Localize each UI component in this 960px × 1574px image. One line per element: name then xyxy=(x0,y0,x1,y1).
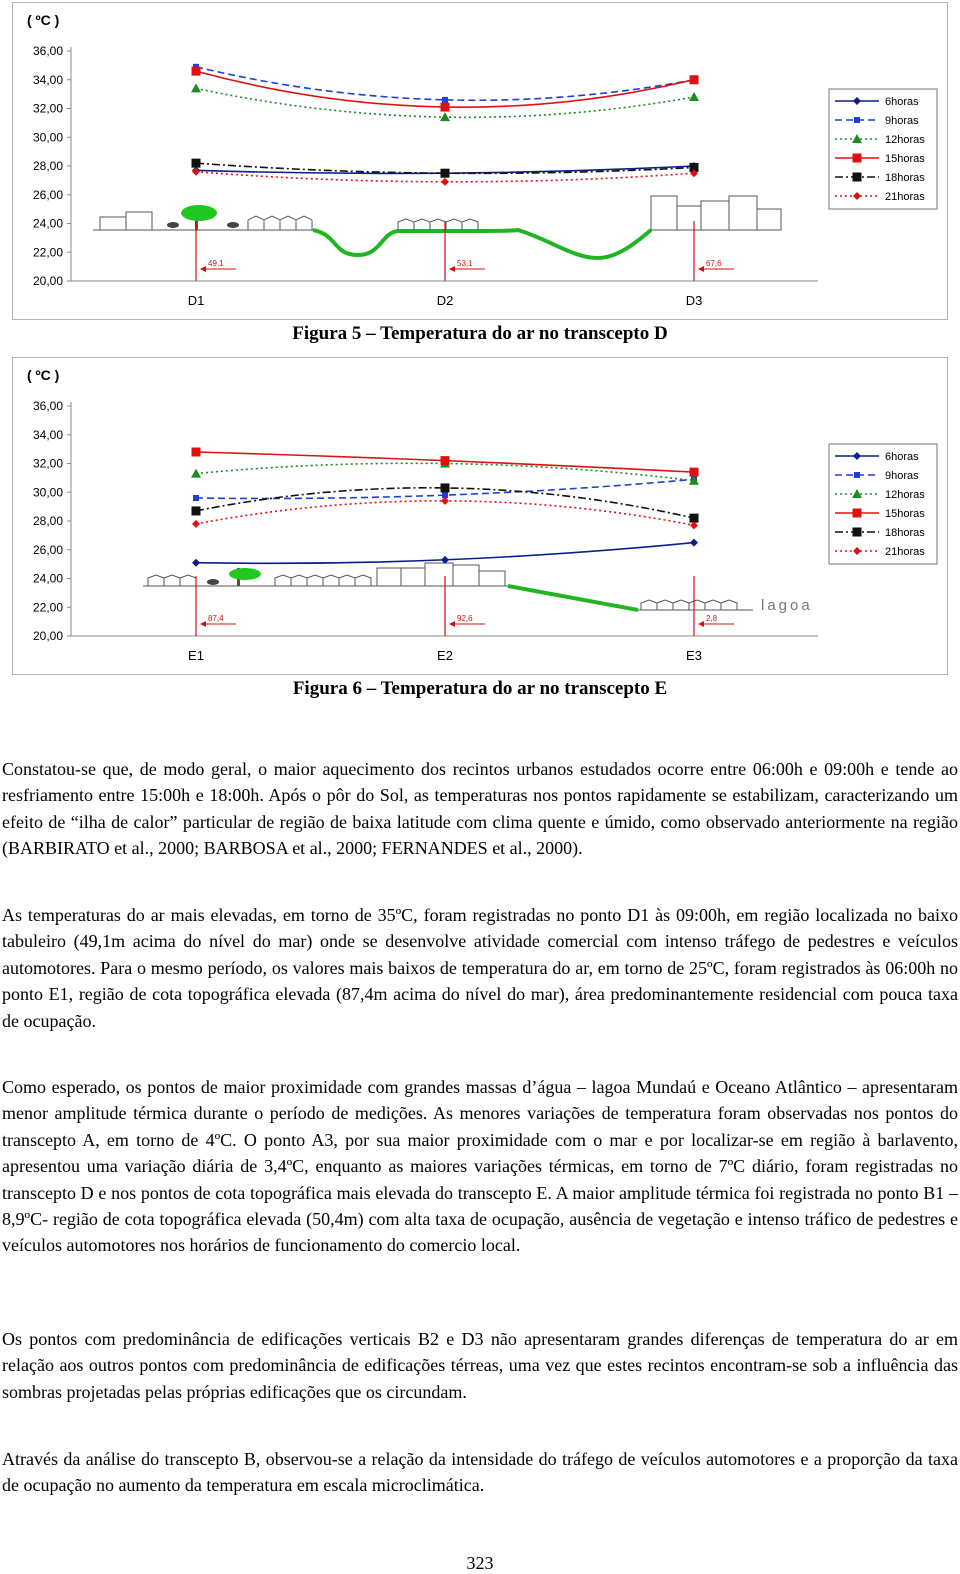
figure-6-svg xyxy=(13,358,947,674)
legend-label: 18horas xyxy=(885,172,925,184)
legend-label: 18horas xyxy=(885,527,925,539)
legend-label: 12horas xyxy=(885,134,925,146)
figure-6-caption: Figura 6 – Temperatura do ar no transcepto E xyxy=(292,678,668,699)
data-point-9horas xyxy=(193,495,199,501)
altitude-label: 53,1 xyxy=(457,259,473,268)
legend-marker xyxy=(853,528,862,537)
y-tick-label: 34,00 xyxy=(32,72,63,87)
y-tick-label: 30,00 xyxy=(32,130,63,145)
x-tick-label: E1 xyxy=(188,648,204,663)
altitude-label: 2,8 xyxy=(706,614,718,623)
y-tick-label: 22,00 xyxy=(32,600,63,615)
y-unit-label: ( ºC ) xyxy=(27,12,60,28)
y-tick-label: 20,00 xyxy=(32,274,63,288)
y-tick-label: 32,00 xyxy=(32,456,63,471)
data-point-12horas xyxy=(191,469,201,478)
figure-5-caption: Figura 5 – Temperatura do ar no transcepto D xyxy=(292,323,668,344)
data-point-15horas xyxy=(690,468,699,477)
data-point-18horas xyxy=(192,159,201,168)
legend-label: 15horas xyxy=(885,153,925,165)
data-point-21horas xyxy=(441,178,449,186)
y-tick-label: 20,00 xyxy=(32,629,63,643)
figure-6-chart xyxy=(12,357,948,675)
altitude-label: 87,4 xyxy=(208,614,224,623)
legend-marker xyxy=(854,472,860,478)
figure-5-chart xyxy=(12,2,948,320)
data-point-18horas xyxy=(441,169,450,178)
data-point-12horas xyxy=(440,112,450,121)
x-tick-label: D1 xyxy=(187,293,205,308)
data-point-15horas xyxy=(192,67,201,76)
paragraph-4: Os pontos com predominância de edificações verticais B2 e D3 não apresentaram grandes diferenças de temperatura do ar em relação aos outros pontos com predominância de edificações térreas, uma vez que estes recintos encontram-se sob a influência das sombras projetadas pelas próprias edificações que os circundam. xyxy=(2,1329,958,1402)
paragraph-3: Como esperado, os pontos de maior proximidade com grandes massas d’água – lagoa Mundaú e Oceano Atlântico – apresentaram menor amplitude térmica durante o período de medições. As menores variações de temperatura foram observadas nos pontos do transcepto A, em torno de 4ºC. O ponto A3, por sua maior proximidade com o mar e por localizar-se em região à barlavento, apresentou uma variação diária de 3,4ºC, enquanto as maiores variações térmicas, em torno de 7ºC diário, foram registradas no transcepto D e nos pontos de cota topográfica mais elevada do transcepto E. A maior amplitude térmica foi registrada no ponto B1 – 8,9ºC- região de cota topográfica elevada (50,4m) com alta taxa de ocupação, ausência de vegetação e intenso tráfico de pedestres e veículos automotores nos horários de funcionamento do comercio local. xyxy=(2,1077,958,1256)
data-point-12horas xyxy=(191,83,201,92)
y-tick-label: 22,00 xyxy=(32,245,63,260)
legend-label: 21horas xyxy=(885,191,925,203)
y-tick-label: 28,00 xyxy=(32,514,63,528)
legend-label: 15horas xyxy=(885,508,925,520)
data-point-15horas xyxy=(441,103,450,112)
legend-label: 6horas xyxy=(885,451,919,463)
figure-5-svg xyxy=(13,3,947,319)
data-point-15horas xyxy=(192,448,201,457)
y-tick-label: 26,00 xyxy=(32,542,63,557)
x-tick-label: D2 xyxy=(436,293,454,308)
data-point-18horas xyxy=(192,506,201,515)
legend-label: 21horas xyxy=(885,546,925,558)
transect-e-terrain-illustration xyxy=(143,563,813,614)
data-point-15horas xyxy=(441,456,450,465)
altitude-label: 92,6 xyxy=(457,614,473,623)
y-tick-label: 28,00 xyxy=(32,159,63,173)
y-tick-label: 26,00 xyxy=(32,187,63,202)
altitude-label: 49,1 xyxy=(208,259,224,268)
y-tick-label: 32,00 xyxy=(32,101,63,116)
data-point-21horas xyxy=(192,520,200,528)
y-tick-label: 34,00 xyxy=(32,427,63,442)
legend-marker xyxy=(853,173,862,182)
legend-marker xyxy=(853,509,862,518)
legend-label: 9horas xyxy=(885,115,919,127)
y-unit-label: ( ºC ) xyxy=(27,367,60,383)
paragraph-1: Constatou-se que, de modo geral, o maior aquecimento dos recintos urbanos estudados ocorre entre 06:00h e 09:00h e tende ao resfriamento entre 15:00h e 18:00h. Após o pôr do Sol, as temperaturas nos pontos rapidamente se estabilizam, caracterizando um efeito de “ilha de calor” particular de região de baixa latitude com clima quente e úmido, como observado anteriormente na região (BARBIRATO et al., 2000; BARBOSA et al., 2000; FERNANDES et al., 2000). xyxy=(2,759,958,859)
data-point-21horas xyxy=(192,168,200,176)
legend-label: 12horas xyxy=(885,489,925,501)
data-point-9horas xyxy=(442,97,448,103)
paragraph-5: Através da análise do transcepto B, observou-se a relação da intensidade do tráfego de veículos automotores e a proporção da taxa de ocupação no aumento da temperatura em escala microclimática. xyxy=(2,1449,958,1496)
y-tick-label: 30,00 xyxy=(32,485,63,500)
data-point-18horas xyxy=(690,514,699,523)
y-tick-label: 24,00 xyxy=(32,571,63,586)
data-point-6horas xyxy=(192,559,200,567)
altitude-label: 67,6 xyxy=(706,259,722,268)
page-number: 323 xyxy=(466,1553,494,1573)
legend-label: 6horas xyxy=(885,96,919,108)
y-tick-label: 36,00 xyxy=(32,399,63,413)
data-point-15horas xyxy=(690,75,699,84)
x-tick-label: E2 xyxy=(437,648,453,663)
x-tick-label: E3 xyxy=(686,648,702,663)
legend-marker xyxy=(853,154,862,163)
y-tick-label: 24,00 xyxy=(32,216,63,231)
data-point-6horas xyxy=(690,539,698,547)
y-tick-label: 36,00 xyxy=(32,44,63,58)
x-tick-label: D3 xyxy=(685,293,703,308)
lagoa-label: lagoa xyxy=(761,597,813,614)
data-point-12horas xyxy=(689,92,699,101)
legend-marker xyxy=(854,117,860,123)
paragraph-2: As temperaturas do ar mais elevadas, em torno de 35ºC, foram registradas no ponto D1 às 09:00h, em região localizada no baixo tabuleiro (49,1m acima do nível do mar) onde se desenvolve atividade comercial com intenso tráfego de pedestres e veículos automotores. Para o mesmo período, os valores mais baixos de temperatura do ar, em torno de 25ºC, foram registrados às 06:00h no ponto E1, região de cota topográfica elevada (87,4m acima do nível do mar), área predominantemente residencial com pouca taxa de ocupação. xyxy=(2,905,958,1031)
data-point-18horas xyxy=(441,483,450,492)
legend-label: 9horas xyxy=(885,470,919,482)
